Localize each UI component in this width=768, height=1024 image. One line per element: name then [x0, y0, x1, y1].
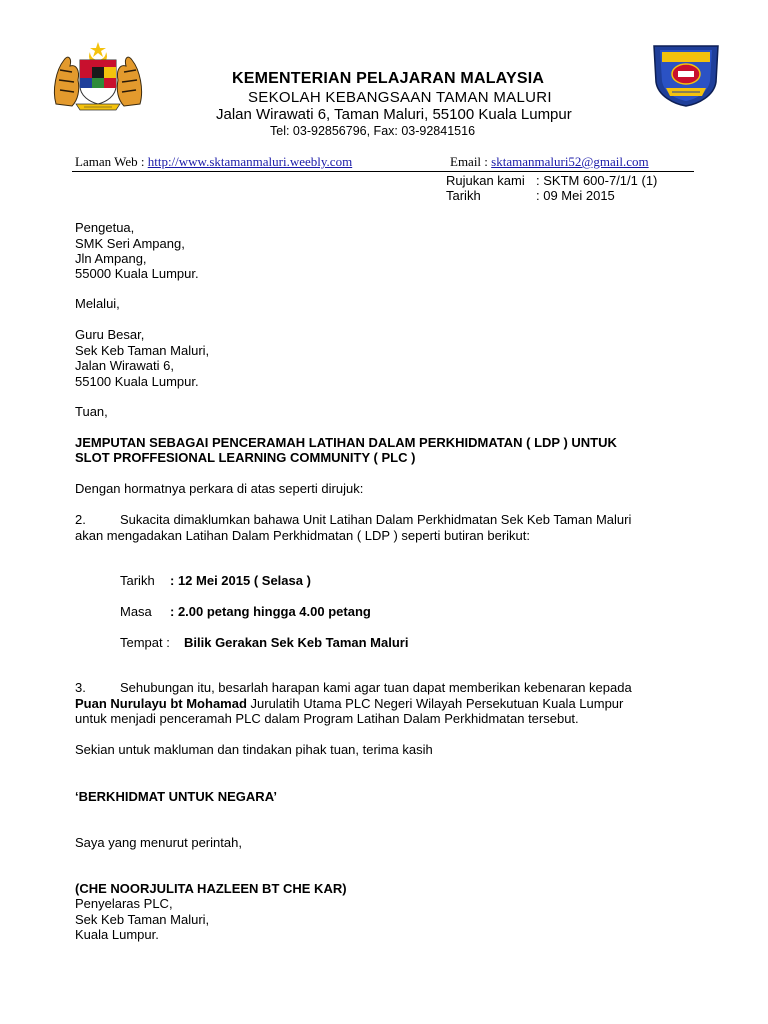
via-line: Sek Keb Taman Maluri, [75, 343, 210, 358]
speaker-name: Puan Nurulayu bt Mohamad [75, 696, 247, 711]
detail-tempat-label: Tempat : [120, 635, 170, 650]
detail-tarikh-value: : 12 Mei 2015 ( Selasa ) [170, 573, 311, 588]
paragraph-text: akan mengadakan Latihan Dalam Perkhidmatan ( LDP ) seperti butiran berikut: [75, 528, 531, 543]
paragraph-text: untuk menjadi penceramah PLC dalam Program Latihan Dalam Perkhidmatan tersebut. [75, 711, 579, 726]
signatory-line: Sek Keb Taman Maluri, [75, 912, 210, 927]
date-label: Tarikh [446, 188, 481, 203]
letter-date [446, 188, 615, 203]
via-line: 55100 Kuala Lumpur. [75, 374, 199, 389]
recipient-line: Pengetua, [75, 220, 135, 235]
signoff: Saya yang menurut perintah, [75, 835, 242, 850]
signatory-line: Penyelaras PLC, [75, 896, 173, 911]
reference-number [446, 173, 657, 188]
reference-label: Rujukan kami [446, 173, 525, 188]
school-address: Jalan Wirawati 6, Taman Maluri, 55100 Kuala Lumpur [216, 106, 572, 123]
website-line [75, 154, 352, 170]
school-crest-logo [648, 38, 724, 108]
signatory-line: Kuala Lumpur. [75, 927, 159, 942]
school-name: SEKOLAH KEBANGSAAN TAMAN MALURI [248, 89, 552, 106]
email-line [450, 154, 649, 170]
speaker-role: Jurulatih Utama PLC Negeri Wilayah Persekutuan Kuala Lumpur [246, 696, 624, 711]
detail-masa-label: Masa [120, 604, 152, 619]
letterhead-divider [72, 171, 694, 172]
reference-value: : SKTM 600-7/1/1 (1) [536, 173, 658, 188]
detail-tempat-value: Bilik Gerakan Sek Keb Taman Maluri [184, 635, 409, 650]
recipient-line: Jln Ampang, [75, 251, 147, 266]
subject-line: SLOT PROFFESIONAL LEARNING COMMUNITY ( PLC ) [75, 450, 416, 465]
subject-line: JEMPUTAN SEBAGAI PENCERAMAH LATIHAN DALAM PERKHIDMATAN ( LDP ) UNTUK [75, 435, 617, 450]
date-value: : 09 Mei 2015 [536, 188, 615, 203]
detail-tarikh-label: Tarikh [120, 573, 155, 588]
signatory-name: (CHE NOORJULITA HAZLEEN BT CHE KAR) [75, 881, 347, 896]
paragraph-number: 3. [75, 680, 86, 695]
recipient-line: SMK Seri Ampang, [75, 236, 185, 251]
paragraph-number: 2. [75, 512, 86, 527]
via-line: Jalan Wirawati 6, [75, 358, 174, 373]
email-label: Email : [450, 154, 492, 169]
paragraph-text: Sukacita dimaklumkan bahawa Unit Latihan Dalam Perkhidmatan Sek Keb Taman Maluri [120, 512, 632, 527]
detail-masa-value: : 2.00 petang hingga 4.00 petang [170, 604, 371, 619]
website-label: Laman Web : [75, 154, 148, 169]
malaysia-coat-of-arms-logo [50, 40, 146, 112]
email-link[interactable]: sktamanmaluri52@gmail.com [491, 154, 649, 169]
ministry-title: KEMENTERIAN PELAJARAN MALAYSIA [232, 70, 545, 87]
paragraph-text: Sehubungan itu, besarlah harapan kami agar tuan dapat memberikan kebenaran kepada [120, 680, 632, 695]
website-link[interactable]: http://www.sktamanmaluri.weebly.com [147, 154, 353, 169]
via-line: Guru Besar, [75, 327, 145, 342]
salutation: Tuan, [75, 404, 108, 419]
via-label: Melalui, [75, 296, 120, 311]
motto: ‘BERKHIDMAT UNTUK NEGARA’ [75, 789, 277, 804]
paragraph-text [75, 696, 623, 711]
school-phone-fax: Tel: 03-92856796, Fax: 03-92841516 [270, 124, 476, 138]
opening-line: Dengan hormatnya perkara di atas seperti dirujuk: [75, 481, 364, 496]
recipient-line: 55000 Kuala Lumpur. [75, 266, 199, 281]
closing-line: Sekian untuk makluman dan tindakan pihak tuan, terima kasih [75, 742, 433, 757]
